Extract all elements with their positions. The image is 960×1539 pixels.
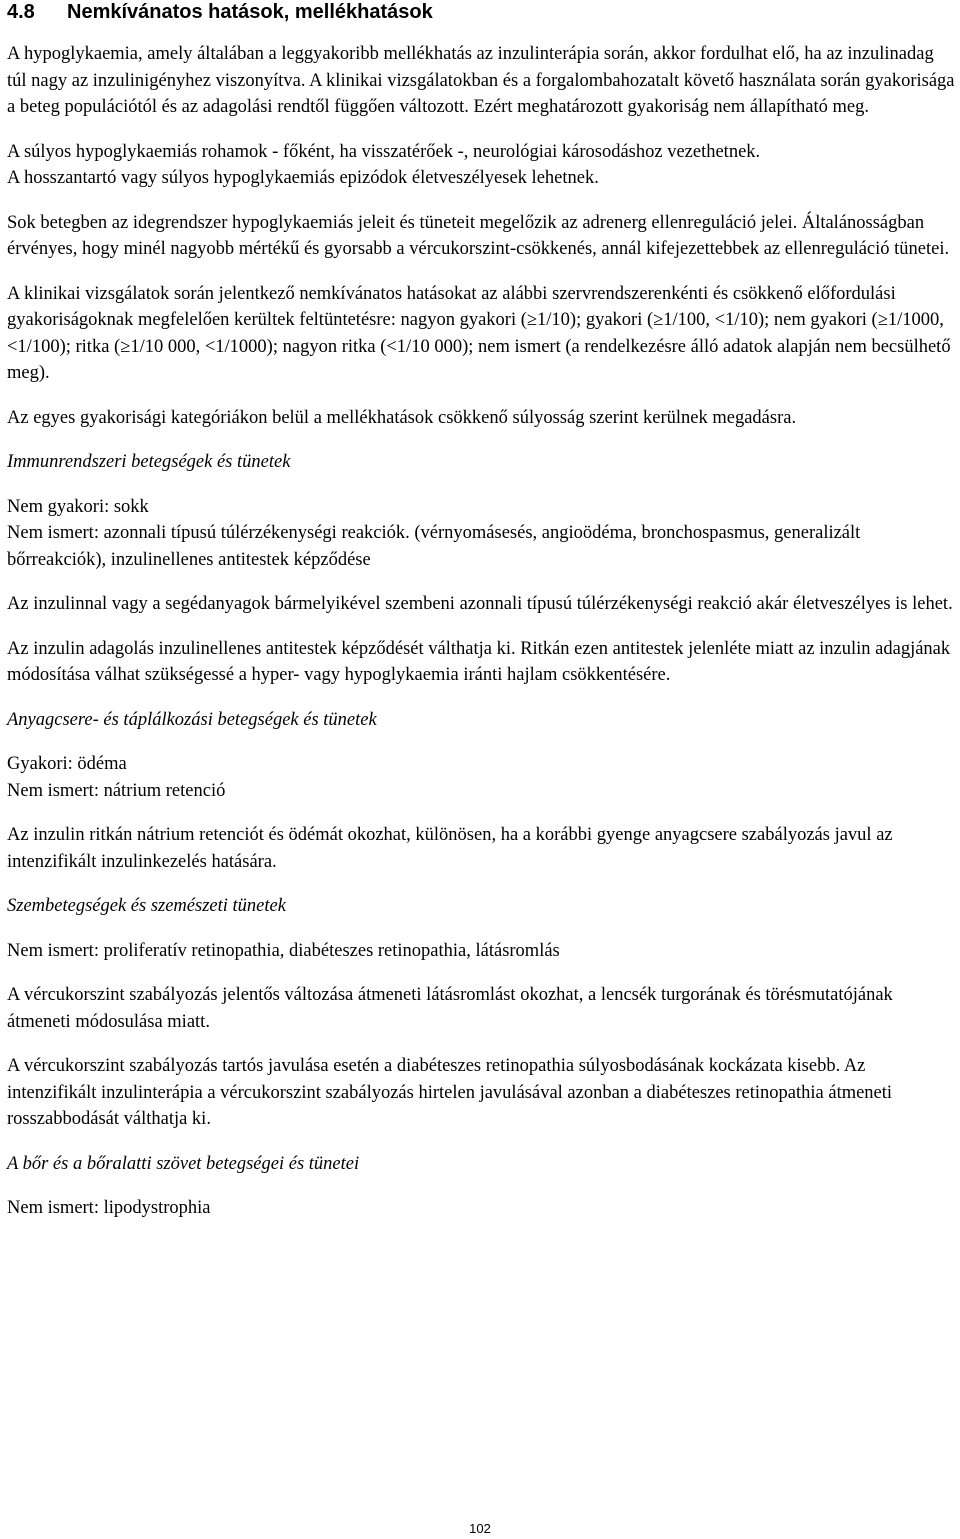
document-page (7, 0, 955, 1240)
section-number: 4.8 (7, 1, 35, 23)
subheading-metabolism: Anyagcsere- és táplálkozási betegségek és tünetek (7, 709, 377, 730)
paragraph-immune-antibodies: Az inzulin adagolás inzulinellenes antitestek képződését válthatja ki. Ritkán ezen antitestek jelenléte miatt az inzulin adagjának módosítása válhat szükségessé a hyper- vagy hypoglykaemia iránti hajlam csökkentésére. (7, 638, 951, 685)
skin-not-known-line: Nem ismert: lipodystrophia (7, 1198, 211, 1218)
immune-not-known-line: Nem ismert: azonnali típusú túlérzékenységi reakciók. (vérnyomásesés, angioödéma, bronchospasmus, generalizált bőrreakciók), inzulinellenes antitestek képződése (7, 523, 861, 570)
page-number: 102 (469, 1521, 491, 1536)
paragraph-hypoglykaemia-intro: A hypoglykaemia, amely általában a leggyakoribb mellékhatás az inzulinterápia során, akkor fordulhat elő, ha az inzulinadag túl nagy az inzulinigényhez viszonyítva. A klinikai vizsgálatokban és a forgalombahozatalt követő használata során gyakorisága a beteg populációtól és az adagolási rendtől függően változott. Ezért meghatározott gyakoriság nem állapítható meg. (7, 44, 955, 117)
subheading-eye-disorders: Szembetegségek és szemészeti tünetek (7, 896, 286, 916)
subheading-immune-system: Immunrendszeri betegségek és tünetek (7, 452, 291, 472)
paragraph-severe-hypoglykaemia: A súlyos hypoglykaemiás rohamok - főként, ha visszatérőek -, neurológiai károsodáshoz vezethetnek. (7, 141, 761, 162)
paragraph-frequency-categories: A klinikai vizsgálatok során jelentkező nemkívánatos hatásokat az alábbi szervrendszerenkénti és csökkenő előfordulási gyakoriságoknak megfelelően kerültek feltüntetésre: nagyon gyakori (≥1/10); gyakori (≥1/100, <1/10); nem gyakori (≥1/1000, <1/100); ritka (≥1/10 000, <1/1000); nagyon ritka (<1/10 000); nem ismert (a rendelkezésre álló adatok alapján nem becsülhető meg). (7, 283, 951, 383)
paragraph-immune-hypersensitivity: Az inzulinnal vagy a segédanyagok bármelyikével szembeni azonnali típusú túlérzékenységi reakció akár életveszélyes is lehet. (7, 594, 953, 614)
paragraph-prolonged-hypoglykaemia: A hosszantartó vagy súlyos hypoglykaemiás epizódok életveszélyesek lehetnek. (7, 168, 599, 188)
paragraph-eye-retinopathy: A vércukorszint szabályozás tartós javulása esetén a diabéteszes retinopathia súlyosbodásának kockázata kisebb. Az intenzifikált inzulinterápia a vércukorszint szabályozás hirtelen javulásával azonban a diabéteszes retinopathia átmeneti rosszabbodását válthatja ki. (7, 1056, 893, 1129)
section-heading (7, 0, 955, 24)
section-title: Nemkívánatos hatások, mellékhatások (67, 1, 433, 23)
paragraph-severity-order: Az egyes gyakorisági kategóriákon belül a mellékhatások csökkenő súlyosság szerint kerülnek megadásra. (7, 407, 797, 428)
eye-not-known-line: Nem ismert: proliferatív retinopathia, diabéteszes retinopathia, látásromlás (7, 940, 560, 961)
paragraph-adrenergic-counterregulation: Sok betegben az idegrendszer hypoglykaemiás jeleit és tüneteit megelőzik az adrenerg ellenreguláció jelei. Általánosságban érvényes, hogy minél nagyobb mértékű és gyorsabb a vércukorszint-csökkenés, annál kifejezettebbek az ellenreguláció tünetei. (7, 212, 950, 259)
metabolism-common-line: Gyakori: ödéma (7, 754, 127, 774)
paragraph-eye-vision: A vércukorszint szabályozás jelentős változása átmeneti látásromlást okozhat, a lencsék turgorának és törésmutatójának átmeneti módosulása miatt. (7, 985, 893, 1032)
subheading-skin-disorders: A bőr és a bőralatti szövet betegségei és tünetei (7, 1153, 360, 1174)
immune-uncommon-line: Nem gyakori: sokk (7, 496, 149, 517)
paragraph-metabolism-sodium: Az inzulin ritkán nátrium retenciót és ödémát okozhat, különösen, ha a korábbi gyenge anyagcsere szabályozás javul az intenzifikált inzulinkezelés hatására. (7, 825, 893, 872)
metabolism-not-known-line: Nem ismert: nátrium retenció (7, 780, 226, 801)
